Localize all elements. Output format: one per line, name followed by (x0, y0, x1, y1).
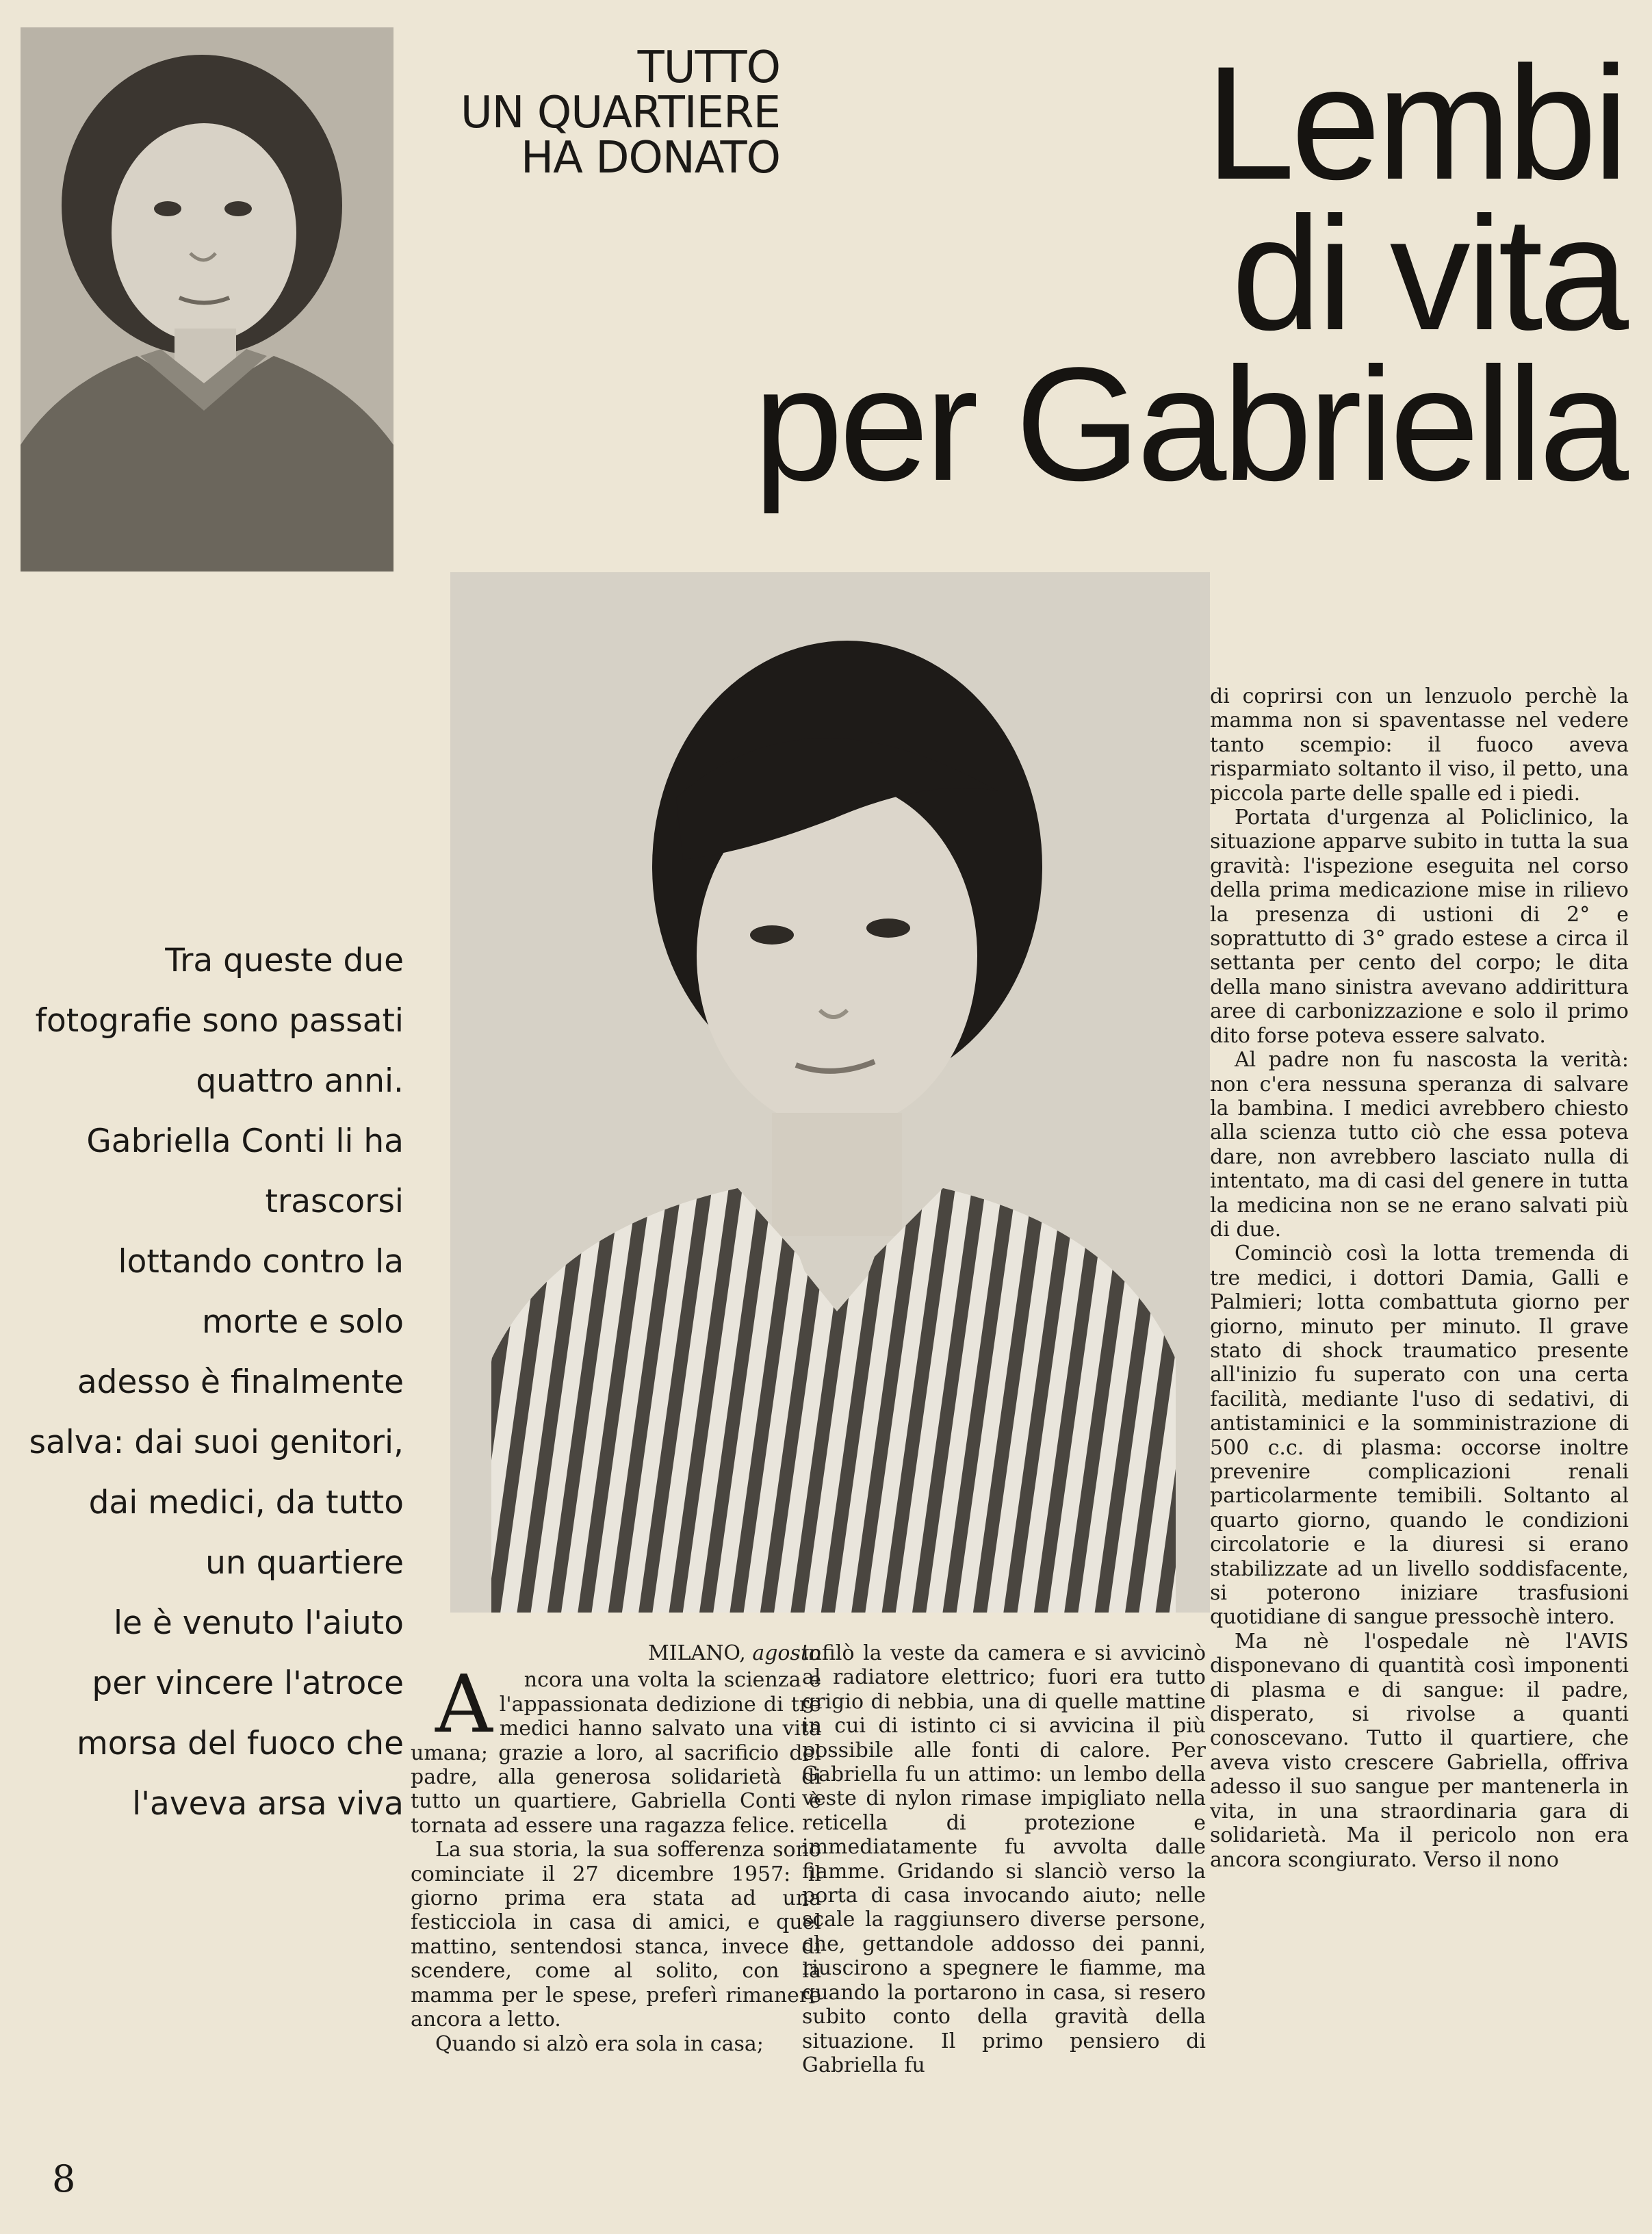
dateline-place: MILANO, (648, 1641, 746, 1665)
article-paragraph: La sua storia, la sua sofferenza sono cominciate il 27 dicembre 1957: il giorno prima era stata ad una festicciola in casa di amici, e quel mattino, sentendosi stanca, invece di scendere, come al solito, con la mamma per le spese, preferì rimanere ancora a letto. (411, 1838, 821, 2032)
intro-line: lottando contro la (118, 1243, 404, 1281)
article-paragraph: Al padre non fu nascosta la verità: non c'era nessuna speranza di salvare la bambina. I medici avrebbero chiesto alla scienza tutto ciò che essa poteva dare, non avrebbero lasciato nulla di intentato, ma di casi del genere in tutta la medicina non se ne erano salvati più di due. (1210, 1048, 1629, 1242)
intro-line: morsa del fuoco che (76, 1725, 404, 1762)
intro-line: per vincere l'atroce (92, 1665, 404, 1702)
intro-caption (14, 931, 404, 1834)
article-column-a (411, 1641, 821, 2056)
article-paragraph: Quando si alzò era sola in casa; (435, 2031, 764, 2056)
kicker (438, 42, 780, 183)
article-paragraph: Cominciò così la lotta tremenda di tre medici, i dottori Damia, Galli e Palmieri; lotta combattuta giorno per giorno, minuto per minuto. Il grave stato di shock traumatico presente all'inizio fu superato con una certa facilità, mediante l'uso di sedativi, di antistaminici e la somministrazione di 500 c.c. di plasma: occorse inoltre prevenire complicazioni renali particolarmente temibili. Soltanto al quarto giorno, quando le condizioni circolatorie e la diuresi si erano stabilizzate ad un livello soddisfacente, si poterono iniziare trasfusioni quotidiane di sangue pressochè intero. (1210, 1242, 1629, 1630)
drop-cap: A (435, 1658, 493, 1751)
article-paragraph: di coprirsi con un lenzuolo perchè la mamma non si spaventasse nel vedere tanto scempio: il fuoco aveva risparmiato soltanto il viso, il petto, una piccola parte delle spalle ed i piedi. (1210, 684, 1629, 806)
photo-gabriella-child (21, 27, 393, 572)
kicker-line: UN QUARTIERE (460, 88, 780, 138)
article-paragraph: Portata d'urgenza al Policlinico, la situazione apparve subito in tutta la sua gravità: l'ispezione eseguita nel corso della prima medicazione mise in rilievo la presenza di ustioni di 2° e soprattutto di 3° grado estese a circa il settanta per cento del corpo; le dita della mano sinistra avevano addirittura aree di carbonizzazione e solo il primo dito forse poteva essere salvato. (1210, 806, 1629, 1048)
intro-line: l'aveva arsa viva (132, 1785, 404, 1823)
page-number: 8 (52, 2157, 76, 2200)
kicker-line: TUTTO (637, 42, 780, 93)
intro-line: quattro anni. (196, 1062, 404, 1100)
intro-line: salva: dai suoi genitori, (29, 1424, 404, 1461)
headline (735, 33, 1625, 515)
intro-line: Tra queste due (165, 942, 404, 979)
intro-line: adesso è finalmente (77, 1363, 404, 1401)
article-column-right (1210, 684, 1629, 1872)
headline-line: Lembi (1205, 33, 1625, 214)
article-paragraph: infilò la veste da camera e si avvicinò al radiatore elettrico; fuori era tutto grigio di nebbia, una di quelle mattine in cui di istinto ci si avvicina il più possibile alle fonti di calore. Per Gabriella fu un attimo: un lembo della veste di nylon rimase impigliato nella reticella di protezione e immediatamente fu avvolta dalle fiamme. Gridando si slanciò verso la porta di casa invocando aiuto; nelle scale la raggiunsero diverse persone, che, gettandole addosso dei panni, riuscirono a spegnere le fiamme, ma quando la portarono in casa, si resero subito conto della gravità della situazione. Il primo pensiero di Gabriella fu (802, 1641, 1206, 2077)
intro-line: fotografie sono passati (35, 1002, 404, 1040)
article-paragraph: Ma nè l'ospedale nè l'AVIS disponevano di quantità così imponenti di plasma e di sangue: il padre, disperato, si rivolse a quanti conoscevano. Tutto il quartiere, che aveva visto crescere Gabriella, offriva adesso il suo sangue per mantenerla in vita, in una straordinaria gara di solidarietà. Ma il pericolo non era ancora scongiurato. Verso il nono (1210, 1629, 1629, 1872)
intro-line: Gabriella Conti li ha (86, 1122, 404, 1160)
article-paragraph-text: ncora una volta la scienza e l'appassionata dedizione di tre medici hanno salvato una vita umana; grazie a loro, al sacrificio del padre, alla generosa solidarietà di tutto un quartiere, Gabriella Conti è tornata ad essere una ragazza felice. (411, 1668, 821, 1838)
article-column-b (802, 1641, 1206, 2077)
intro-line: dai medici, da tutto (88, 1484, 404, 1522)
dateline-date: agosto (752, 1641, 821, 1665)
article-paragraph-first (411, 1658, 821, 1838)
photo-gabriella-portrait (450, 572, 1210, 1613)
intro-line: morte e solo (201, 1303, 404, 1341)
headline-line: per Gabriella (753, 334, 1625, 515)
kicker-line: HA DONATO (520, 133, 780, 183)
intro-line: trascorsi (265, 1183, 404, 1220)
intro-line: un quartiere (205, 1544, 404, 1582)
headline-line: di vita (1231, 183, 1625, 364)
intro-line: le è venuto l'aiuto (113, 1604, 404, 1642)
